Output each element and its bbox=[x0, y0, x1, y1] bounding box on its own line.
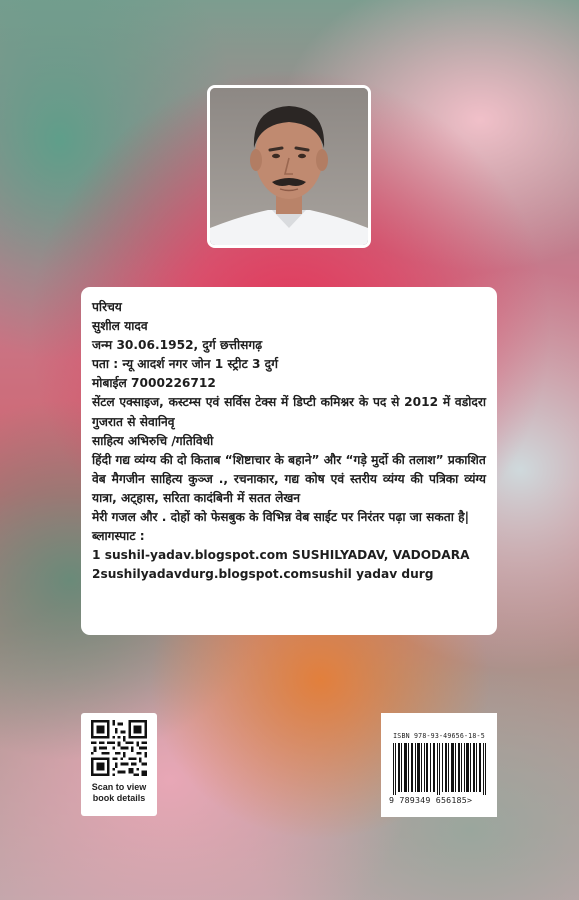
blog-link-1: 1 sushil-yadav.blogspot.com SUSHILYADAV, VADODARA bbox=[92, 548, 470, 563]
isbn-barcode-panel bbox=[381, 713, 497, 817]
qr-caption-line-1: Scan to view bbox=[91, 782, 147, 792]
books-info: हिंदी गद्य व्यंग्य की दो किताब “शिष्टाचार के बहाने” और “गड़े मुर्दो की तलाश” प्रकाशित bbox=[92, 452, 486, 467]
barcode-icon bbox=[390, 743, 490, 795]
bio-heading: परिचय bbox=[92, 300, 122, 314]
isbn-digits bbox=[389, 795, 493, 805]
qr-code-panel[interactable] bbox=[81, 713, 157, 816]
qr-caption-line-2: book details bbox=[92, 793, 146, 803]
gazals-info: मेरी गजल और . दोहों को फेसबुक के विभिन्न वेब साईट पर निरंतर पढ़ा जा सकता है| bbox=[92, 510, 470, 525]
career-info: सेंटल एक्साइज, कस्टम्स एवं सर्विस टेक्स में डिप्टी कमिश्नर के पद से 2012 में वडोदरा गुजरात से सेवानिवृ bbox=[92, 395, 486, 429]
author-name: सुशील यादव bbox=[92, 319, 148, 334]
birth-info: जन्म 30.06.1952, दुर्ग छत्तीसगढ़ bbox=[92, 338, 263, 353]
author-photo bbox=[207, 85, 371, 248]
address-info: पता : न्यू आदर्श नगर जोन 1 स्ट्रीट 3 दुर्ग bbox=[92, 357, 279, 372]
isbn-digits-text: 9 789349 656185 bbox=[389, 795, 467, 805]
qr-caption bbox=[81, 782, 157, 804]
blog-link-2: 2sushilyadavdurg.blogspot.comsushil yadav durg bbox=[92, 567, 434, 582]
author-bio-card bbox=[81, 287, 497, 635]
chevron-right-icon: > bbox=[466, 795, 473, 805]
mobile-info: मोबाईल 7000226712 bbox=[92, 376, 216, 391]
qr-code-icon[interactable] bbox=[91, 720, 147, 776]
magazines-info: वेब मैगजीन साहित्य कुञ्ज ., रचनाकार, गद्य कोष एवं स्तरीय व्यंग्य की पत्रिका व्यंग्य यात्रा, अट्हास, सरिता कादंबिनी में सतत लेखन bbox=[92, 471, 486, 505]
activities-heading: साहित्य अभिरुचि /गतिविधी bbox=[92, 433, 214, 448]
isbn-label: ISBN 978-93-49656-18-5 bbox=[393, 732, 485, 740]
author-portrait-image bbox=[210, 88, 368, 245]
blogs-heading: ब्लागस्पाट : bbox=[92, 529, 145, 544]
